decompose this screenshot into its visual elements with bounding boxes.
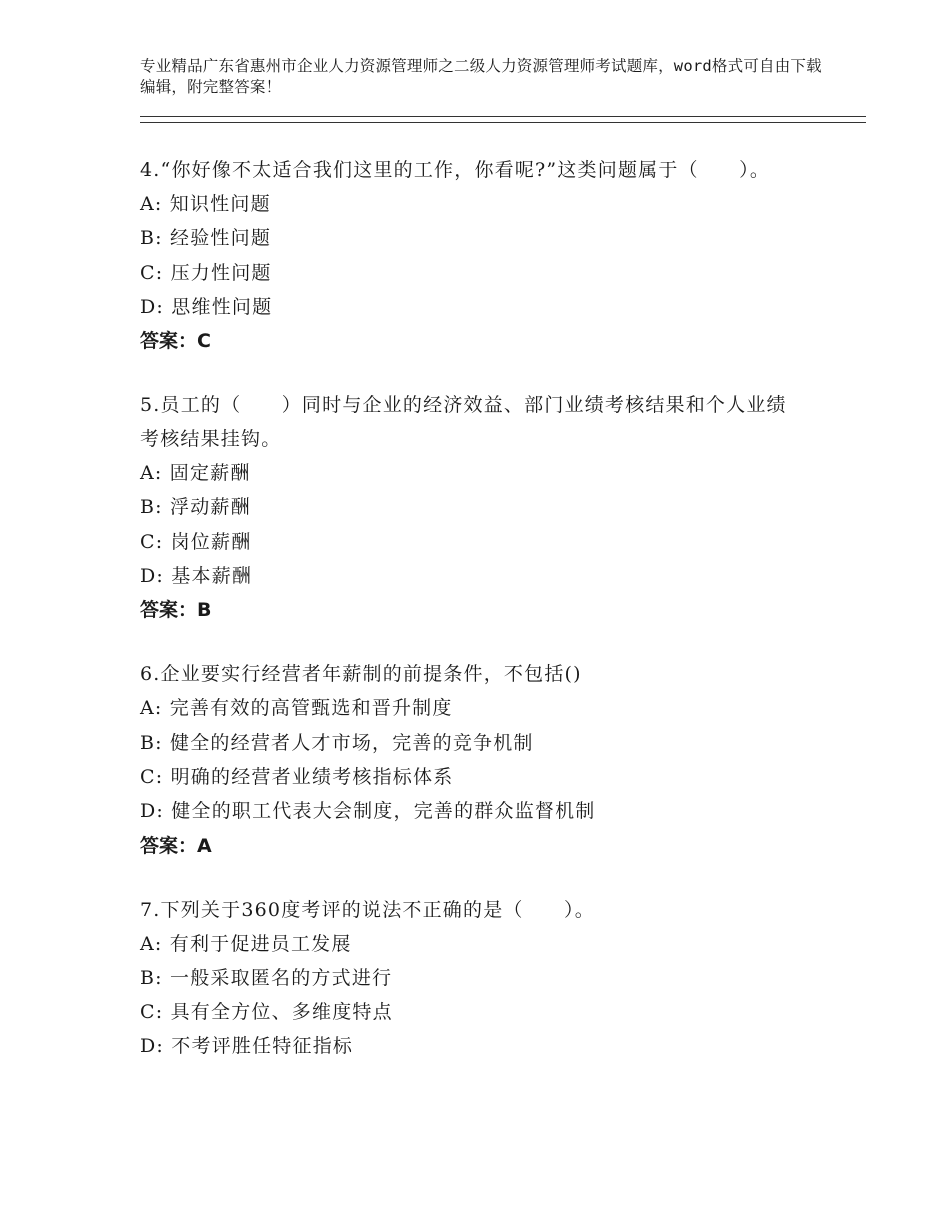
option-a [140,927,866,961]
option-key: C: [140,765,164,788]
header-double-rule [140,116,866,123]
option-key: D: [140,1035,165,1058]
option-text: 经验性问题 [170,227,272,250]
option-c [140,256,866,290]
answer-line: 答案：C [140,330,211,353]
option-text: 岗位薪酬 [170,530,252,553]
option-text: 固定薪酬 [169,462,251,485]
document-page [140,56,866,1064]
option-text: 知识性问题 [169,193,271,215]
option-text: 健全的职工代表大会制度，完善的群众监督机制 [171,800,596,823]
option-a [140,691,866,725]
option-key: A: [140,193,163,215]
option-key: A: [140,697,163,720]
option-text: 健全的经营者人才市场，完善的竞争机制 [170,731,534,754]
option-b [140,726,866,760]
option-text: 基本薪酬 [171,565,253,588]
option-key: A: [140,462,163,485]
option-b [140,221,866,255]
question-5 [140,388,866,627]
option-key: D: [140,565,165,588]
question-stem: 6.企业要实行经营者年薪制的前提条件，不包括() [140,663,582,686]
option-text: 浮动薪酬 [170,496,251,519]
option-key: B: [140,496,163,519]
option-c [140,525,866,559]
option-d [140,794,866,828]
option-d [140,290,866,324]
option-text: 明确的经营者业绩考核指标体系 [170,765,454,788]
option-b [140,490,866,524]
option-d [140,559,866,593]
option-key: D: [140,295,165,318]
option-key: C: [140,530,164,553]
question-6 [140,657,866,862]
question-stem: 4.“你好像不太适合我们这里的工作，你看呢?”这类问题属于（ ）。 [140,159,771,181]
option-key: C: [140,261,164,284]
option-text: 压力性问题 [170,261,272,284]
option-d [140,1029,866,1063]
option-text: 思维性问题 [171,295,273,318]
question-4 [140,153,866,358]
option-c [140,995,866,1029]
answer-line: 答案：B [140,599,212,622]
question-7 [140,893,866,1064]
option-c [140,760,866,794]
question-stem: 5.员工的（ ）同时与企业的经济效益、部门业绩考核结果和个人业绩考核结果挂钩。 [140,394,787,451]
option-key: B: [140,731,163,754]
question-list [140,153,866,1064]
option-text: 完善有效的高管甄选和晋升制度 [169,697,453,720]
option-text: 不考评胜任特征指标 [171,1035,354,1058]
option-key: A: [140,932,163,955]
option-key: B: [140,966,163,989]
option-key: B: [140,227,163,250]
question-stem: 7.下列关于360度考评的说法不正确的是（ ）。 [140,898,595,921]
option-a [140,456,866,490]
option-a [140,187,866,221]
option-b [140,961,866,995]
option-text: 有利于促进员工发展 [169,932,352,955]
option-key: C: [140,1001,164,1024]
option-key: D: [140,800,165,823]
answer-line: 答案：A [140,834,212,857]
option-text: 具有全方位、多维度特点 [170,1001,393,1024]
option-text: 一般采取匿名的方式进行 [170,966,393,989]
document-header: 专业精品广东省惠州市企业人力资源管理师之二级人力资源管理师考试题库，word格式可自由下载编辑，附完整答案！ [140,57,822,96]
